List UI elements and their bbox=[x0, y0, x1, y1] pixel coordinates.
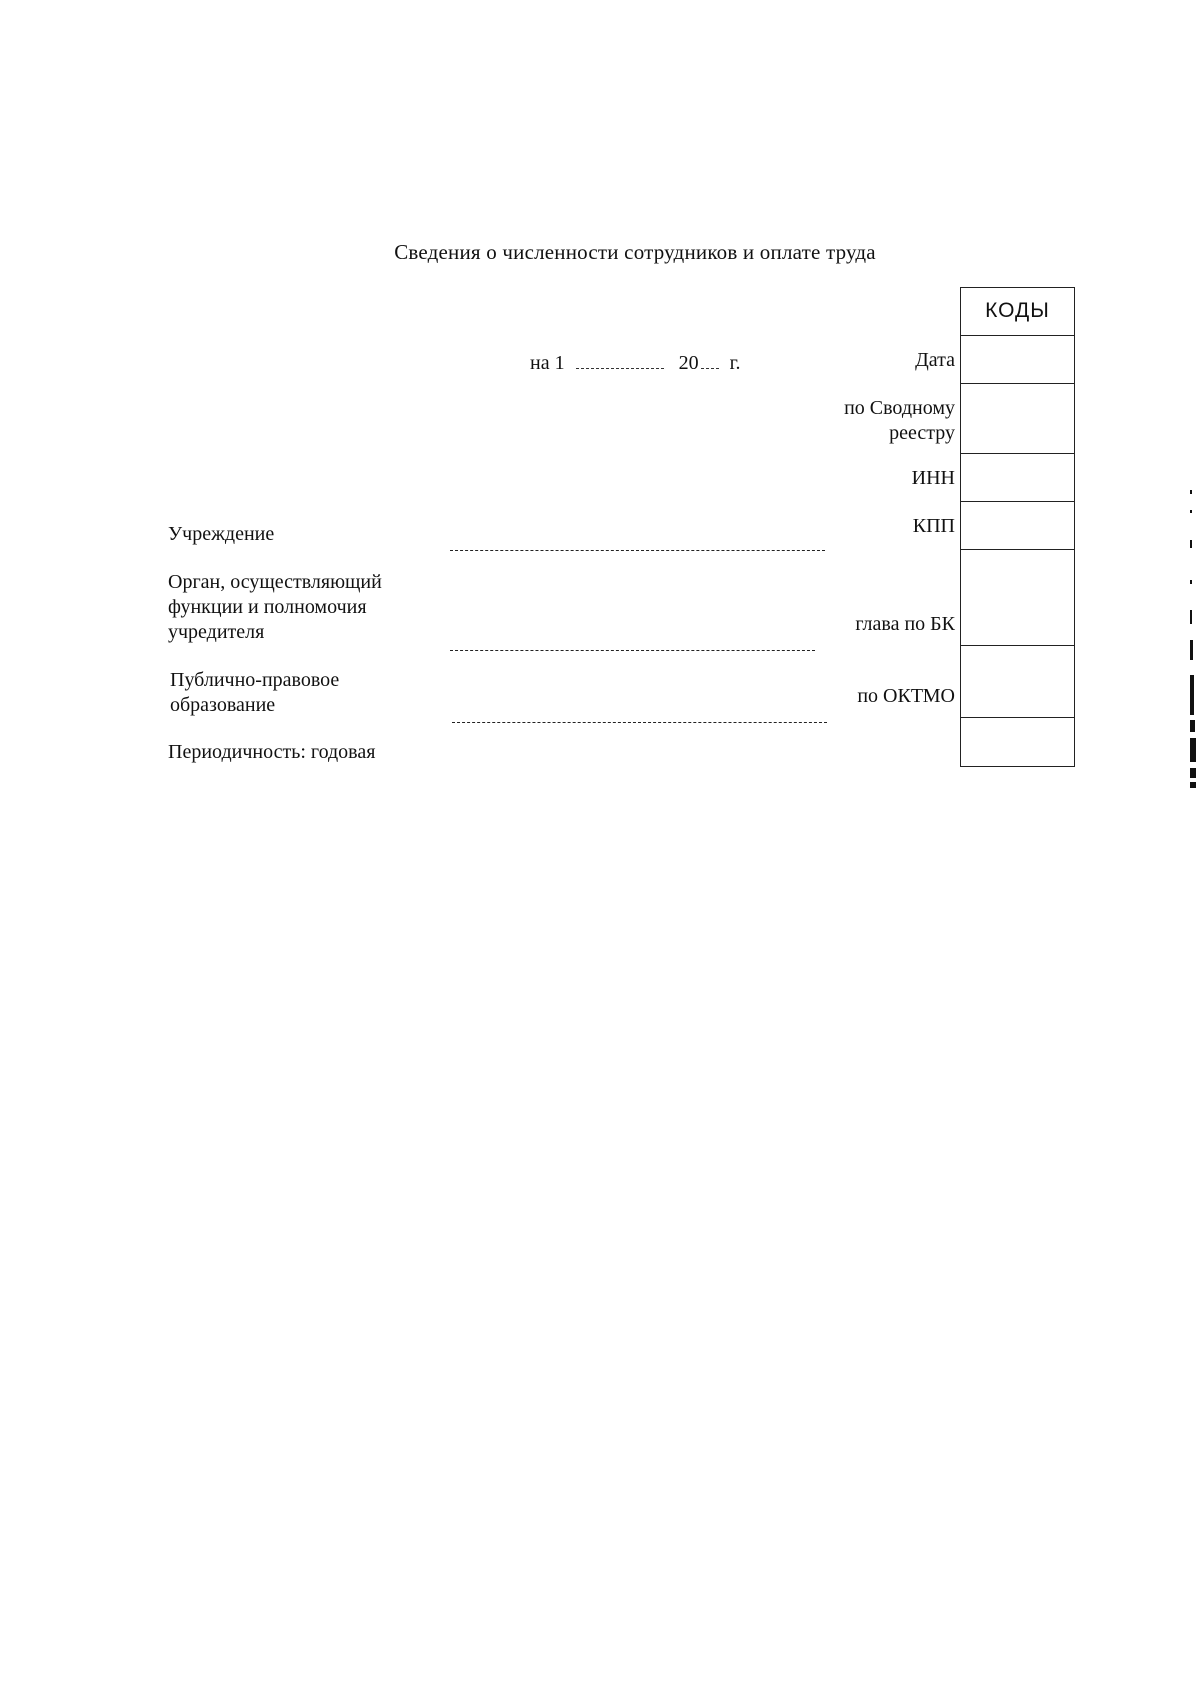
scan-edge-marks bbox=[1190, 490, 1198, 790]
public-entity-fill-line[interactable] bbox=[452, 722, 827, 723]
code-cell-bk-chapter[interactable] bbox=[961, 550, 1074, 646]
label-founder-body: Орган, осуществляющий функции и полномочия учредителя bbox=[168, 571, 382, 643]
label-periodicity: Периодичность: годовая bbox=[168, 741, 376, 763]
label-bk-chapter: глава по БК bbox=[855, 613, 955, 635]
code-cell-oktmo[interactable] bbox=[961, 646, 1074, 718]
codes-header: КОДЫ bbox=[961, 288, 1074, 336]
code-cell-kpp[interactable] bbox=[961, 502, 1074, 550]
code-cell-consolidated-register[interactable] bbox=[961, 384, 1074, 454]
code-cell-inn[interactable] bbox=[961, 454, 1074, 502]
code-cell-date[interactable] bbox=[961, 336, 1074, 384]
label-consolidated-register: по Сводному реестру bbox=[844, 397, 955, 444]
date-suffix: г. bbox=[729, 352, 741, 374]
report-date-line bbox=[530, 350, 741, 375]
code-cell-extra[interactable] bbox=[961, 718, 1074, 766]
label-public-entity: Публично-правовое образование bbox=[170, 669, 340, 716]
year-prefix: 20 bbox=[678, 352, 699, 374]
label-date: Дата bbox=[915, 349, 955, 371]
year-blank[interactable] bbox=[701, 350, 719, 369]
month-blank[interactable] bbox=[576, 350, 664, 369]
founder-body-fill-line[interactable] bbox=[450, 650, 815, 651]
codes-table bbox=[960, 287, 1075, 767]
date-prefix: на 1 bbox=[530, 352, 565, 374]
institution-fill-line[interactable] bbox=[450, 550, 825, 551]
document-title: Сведения о численности сотрудников и оплате труда bbox=[394, 240, 876, 264]
label-oktmo: по ОКТМО bbox=[857, 685, 955, 707]
label-inn: ИНН bbox=[911, 467, 955, 489]
label-institution: Учреждение bbox=[168, 523, 275, 545]
label-kpp: КПП bbox=[912, 515, 955, 537]
